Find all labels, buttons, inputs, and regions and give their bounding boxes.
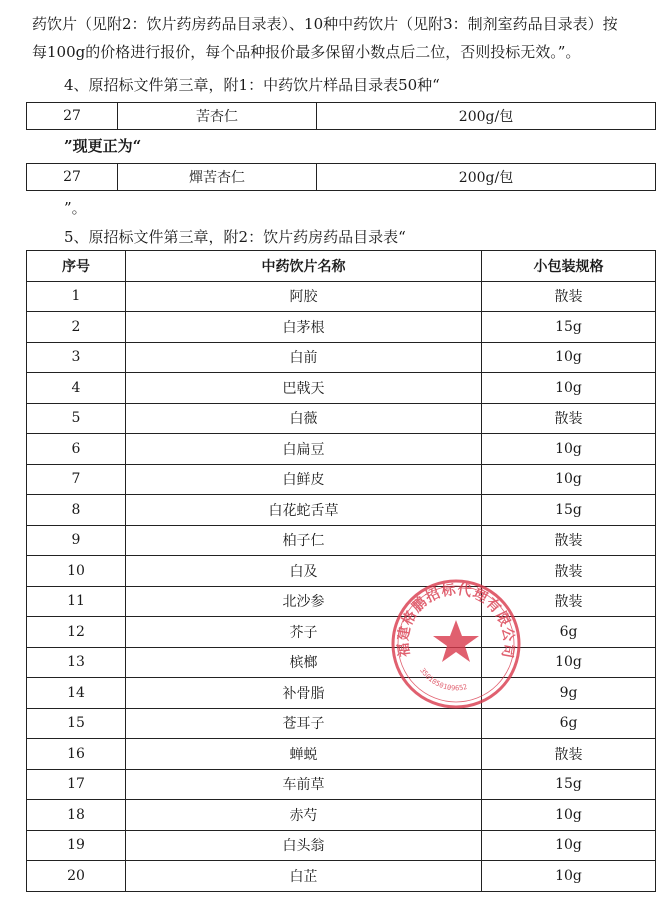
cell-no: 7 <box>27 464 126 495</box>
cell-name: 白薇 <box>126 403 482 434</box>
cell-no: 18 <box>27 800 126 831</box>
cell-name: 白头翁 <box>126 830 482 861</box>
corrected-sample-table <box>26 163 656 191</box>
table-row <box>27 678 656 709</box>
table-row <box>27 342 656 373</box>
cell-spec: 10g <box>482 861 656 892</box>
cell-name: 巴戟天 <box>126 373 482 404</box>
cell-name: 赤芍 <box>126 800 482 831</box>
cell-no: 17 <box>27 769 126 800</box>
cell-name: 燀苦杏仁 <box>118 164 317 191</box>
section-4-heading: 4、原招标文件第三章，附1：中药饮片样品目录表50种“ <box>64 76 440 94</box>
cell-no: 11 <box>27 586 126 617</box>
header-spec: 小包装规格 <box>482 251 656 282</box>
table-row <box>27 373 656 404</box>
table-header-row <box>27 251 656 282</box>
table-row <box>27 556 656 587</box>
cell-spec: 散装 <box>482 403 656 434</box>
table-row <box>27 830 656 861</box>
cell-spec: 6g <box>482 708 656 739</box>
cell-name: 蝉蜕 <box>126 739 482 770</box>
cell-spec: 散装 <box>482 525 656 556</box>
table-row <box>27 464 656 495</box>
cell-no: 1 <box>27 281 126 312</box>
cell-spec: 散装 <box>482 739 656 770</box>
cell-no: 5 <box>27 403 126 434</box>
paragraph-line-2: 每100g的价格进行报价，每个品种报价最多保留小数点后二位，否则投标无效。”。 <box>32 43 581 61</box>
cell-name: 白芷 <box>126 861 482 892</box>
pharmacy-catalog-table <box>26 250 656 892</box>
table-row <box>27 495 656 526</box>
table-row <box>27 708 656 739</box>
table-row <box>27 647 656 678</box>
cell-name: 柏子仁 <box>126 525 482 556</box>
cell-spec: 10g <box>482 342 656 373</box>
cell-spec: 15g <box>482 495 656 526</box>
cell-spec: 200g/包 <box>317 164 656 191</box>
cell-no: 19 <box>27 830 126 861</box>
cell-no: 27 <box>27 103 118 130</box>
cell-name: 白及 <box>126 556 482 587</box>
cell-no: 3 <box>27 342 126 373</box>
cell-spec: 15g <box>482 312 656 343</box>
cell-spec: 10g <box>482 647 656 678</box>
cell-no: 4 <box>27 373 126 404</box>
table-row <box>27 403 656 434</box>
table-row <box>27 586 656 617</box>
seal-number: 3501050109652 <box>418 666 469 693</box>
cell-name: 芥子 <box>126 617 482 648</box>
table-row <box>27 312 656 343</box>
seal-text: 福建格鹏招标代理有限公司 <box>395 581 517 661</box>
table-row <box>27 800 656 831</box>
cell-name: 白前 <box>126 342 482 373</box>
cell-name: 白茅根 <box>126 312 482 343</box>
table-row <box>27 525 656 556</box>
star-icon <box>433 620 479 662</box>
cell-name: 北沙参 <box>126 586 482 617</box>
cell-spec: 10g <box>482 373 656 404</box>
svg-text:3501050109652 <box>418 667 468 693</box>
cell-spec: 散装 <box>482 281 656 312</box>
section-5-heading: 5、原招标文件第三章，附2：饮片药房药品目录表“ <box>64 228 406 246</box>
cell-name: 车前草 <box>126 769 482 800</box>
cell-no: 6 <box>27 434 126 465</box>
cell-spec: 9g <box>482 678 656 709</box>
table-row <box>27 617 656 648</box>
table-row <box>27 434 656 465</box>
cell-name: 苦杏仁 <box>118 103 317 130</box>
table-row <box>27 164 656 191</box>
cell-no: 16 <box>27 739 126 770</box>
closing-quote: ”。 <box>64 199 87 217</box>
cell-no: 9 <box>27 525 126 556</box>
table-row <box>27 861 656 892</box>
correction-label: ”现更正为“ <box>64 137 142 155</box>
original-sample-table <box>26 102 656 130</box>
cell-no: 12 <box>27 617 126 648</box>
cell-spec: 6g <box>482 617 656 648</box>
table-row <box>27 769 656 800</box>
cell-no: 10 <box>27 556 126 587</box>
cell-name: 白鲜皮 <box>126 464 482 495</box>
cell-no: 8 <box>27 495 126 526</box>
cell-spec: 200g/包 <box>317 103 656 130</box>
cell-spec: 15g <box>482 769 656 800</box>
cell-no: 13 <box>27 647 126 678</box>
cell-spec: 10g <box>482 434 656 465</box>
cell-no: 2 <box>27 312 126 343</box>
cell-name: 苍耳子 <box>126 708 482 739</box>
cell-name: 白花蛇舌草 <box>126 495 482 526</box>
cell-spec: 10g <box>482 800 656 831</box>
cell-name: 白扁豆 <box>126 434 482 465</box>
header-no: 序号 <box>27 251 126 282</box>
cell-spec: 10g <box>482 464 656 495</box>
cell-name: 槟榔 <box>126 647 482 678</box>
table-row <box>27 281 656 312</box>
cell-no: 15 <box>27 708 126 739</box>
cell-name: 补骨脂 <box>126 678 482 709</box>
cell-name: 阿胶 <box>126 281 482 312</box>
cell-spec: 10g <box>482 830 656 861</box>
company-seal <box>390 578 522 710</box>
cell-no: 27 <box>27 164 118 191</box>
header-name: 中药饮片名称 <box>126 251 482 282</box>
cell-no: 14 <box>27 678 126 709</box>
paragraph-line-1: 药饮片（见附2：饮片药房药品目录表）、10种中药饮片（见附3：制剂室药品目录表）按 <box>32 15 618 33</box>
table-row <box>27 103 656 130</box>
cell-no: 20 <box>27 861 126 892</box>
cell-spec: 散装 <box>482 586 656 617</box>
cell-spec: 散装 <box>482 556 656 587</box>
table-row <box>27 739 656 770</box>
